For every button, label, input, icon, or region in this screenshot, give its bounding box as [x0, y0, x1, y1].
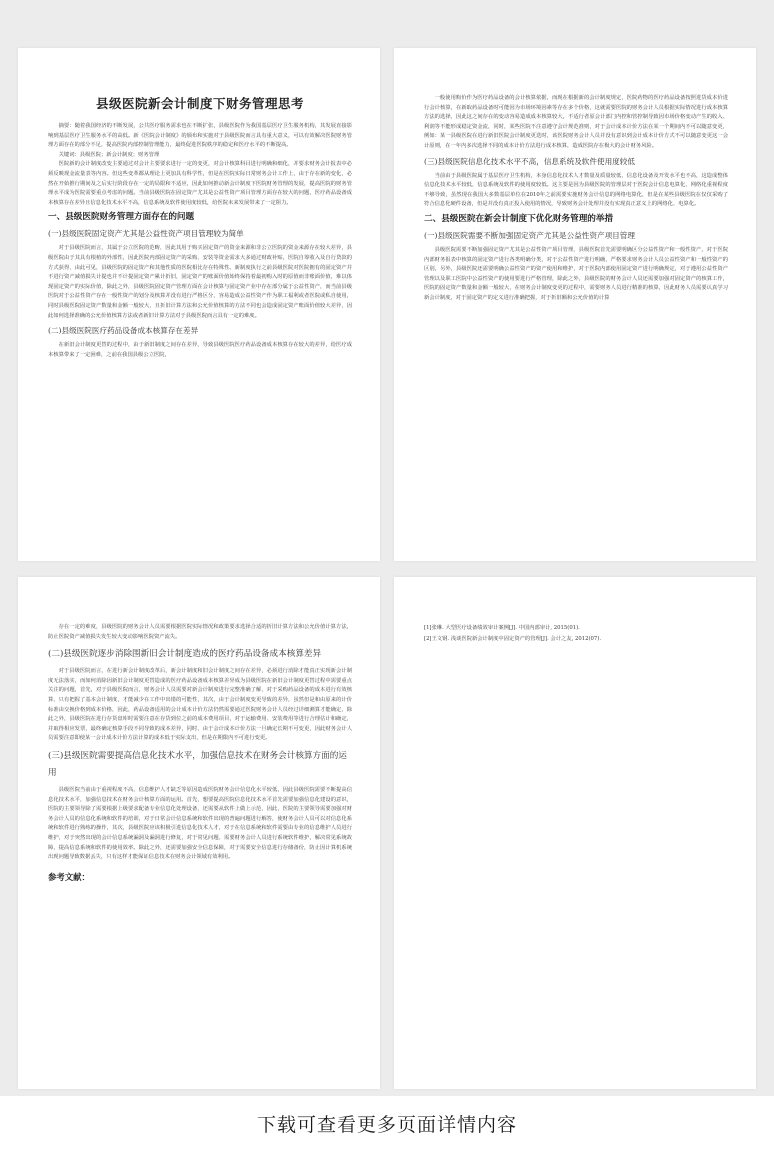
body-paragraph: 县级医院需要不断加强固定资产尤其是公益性资产项目管理，县级医院首先需要明确区分公益性资产和一般性资产，对于医院内部财务报表中核算的固定资产进行各类明确分类，对于公益性资产进行明确，严格要求财务会计人员公益性资产和一般性资产的区别，另外，县级医院还需要明确公益性资产的资产使用和维护，对于医院内部使用固定资产进行明确规定，对于遵用公益性资产管理以及职工医院中公益性资产的使用要进行严格管理，除此之外，县级医院的财务会计人员还需要加强对固定资产的核算工作，医院的固定资产数量和金额一般较大，在财务会计制度变更的过程中，需要财务人员进行精准的核算，因此财务人员需要认真学习新会计制度，对于固定资产的定义进行准确把握，对于折旧额和公允价值的计算 — [424, 246, 728, 301]
abstract: 摘要：随着我国经济的不断发展，公共医疗服务需求也在不断扩张，县级医院作为我国基层医疗卫生服务机构，其发展直接影响到基层医疗卫生服务水平的高低。新《医院会计制度》的颁布和实施对于县级医院而言具有重大意义，可以有效解决医院财务管理方面存在的部分不足，提高医院内部控制管理能力，最终促进医院秩序的稳定和医疗水平的不断提高。 — [48, 123, 352, 149]
body-paragraph: 在新旧会计制度更替的过程中，由于新旧制度之间存在差异，导致县级医院医疗药品设备成本核算存在较大的差异，给医疗成本核算带来了一定困难，之前在我国县级公立医院， — [48, 342, 352, 358]
document-page-3 — [18, 577, 380, 1089]
download-footer[interactable] — [0, 1096, 774, 1168]
intro-paragraph: 医院新的会计制度改变主要通过对会计主要要求进行一定的变更，对会计核算科目进行明确和细化，并要求财务会计报表中必须反映现金流量表等内容。但这些变革都从理论上更加具有科学性，但是在医院实际日常财务会计工作上，由于存在新的变化，必然在开始推行期间及之后实行阶段存在一定的局限和不适应，因此如何推动新会计制度下医院财务管理的发展，提高医院的财务管理水平成为医院需要重点考虑的问题。当前县级医院在固定资产尤其是公益性资产项目管理方面存在较大的问题，医疗药品设备成本核算存在差异且信息化技术水平不高，信息系统及软件使用度较低，给医院未来发展带来了一定阻力。 — [48, 161, 352, 206]
reference-item: [1]张琳. 大型医疗设备绩效审计案例[J]. 中国内部审计, 2015(01). — [424, 625, 580, 631]
section-heading: 一、县级医院财务管理方面存在的问题 — [48, 212, 195, 223]
document-page-1 — [18, 48, 380, 561]
subsection-heading: (三)县级医院需要提高信息化技术水平，加强信息技术在财务会计核算方面的运用 — [48, 750, 347, 778]
download-more-link[interactable]: 下载可查看更多页面详情内容 — [256, 1114, 517, 1136]
body-paragraph: 对于县级医院而言，其属于公立医院的范畴，因此其用于购买固定资产的资金来源和非公立医院的资金来源存在较大差异，县级医院由于其具有根植的外部性，因此医院内部固定资产的采购、安装等资金需求大多通过财政补贴，医院自筹收入及自行贷款的方式获得，由此可见，县级医院的固定资产和其他性质的医院相比存在特殊性。新制度执行之前县级医院对医院拥有的固定资产并不进行资产减值损失计提也并不计提固定资产累计折旧，固定资产的账面价值始终保持着最初购入时的原值而非账面价值，难以体现固定资产的实际价值，除此之外，县级医院固定资产管理方面在会计核算与固定资产业中存在部分属于公益性资产，而当前县级医院对于公益性资产存在一般性资产的划分及核算并没有进行严格区分，容易造成公益性资产作为职工福利或者医院或私自使用，同时县级医院固定资产数量和金额一般较大，且折旧计算方法和公允价值核算的方法不同也会造成固定资产账面价值较大差异，因此如何选择准确的公允价值核算方法或者新旧计算方法对于县级医院而言具有一定的难度。 — [48, 245, 352, 319]
references-heading: 参考文献： — [48, 871, 90, 882]
body-paragraph: 对于县级医院而言，在进行新会计制度改革后，新会计制度和旧会计制度之间存在差异，必须进行消除才能真正实现新会计制度无法落实，而如何消除因新旧会计制度更替造成的医疗药品设备成本核算差异成为县级医院在新旧会计制度更替过程中需要重点关注的问题，首先，对于县级医院而言，财务会计人员需要对新会计制度进行完整准确了解，对于采购药品设备的成本进行有效核算，只有把握了基本会计制度，才能减少在工作中出错的可能性，其次，由于会计制度变更导致的差异，虽然但是和由原来的计价标准由交换价格到成本价格，因此，药品设备适用的会计成本计价方法仍然需要通过医院财务会计人员经过详细测算才能确定，除此之外，县级医院在进行存货盘库时需要注意在存货到位之前的成本费用项目，对于运输费用、安装费用等进行合理估计和确定，并取得相应发票，最终确定核算手段不同导致的成本差异，同时，由于会计成本计价方法一旦确定长期不可变更，因此财务会计人员需要注意即使某一会计成本计价方法计算的成本低于实际支出，但是在期限内不可进行变更。 — [48, 668, 352, 742]
subsection-heading: (二)县级医院逐步消除围新旧会计制度造成的医疗药品设备成本核算差异 — [48, 649, 322, 660]
document-page-4 — [394, 577, 756, 1089]
keywords: 关键词：县级医院；新会计制度；财务管理 — [58, 151, 160, 158]
subsection-heading: (一)县级医院固定资产尤其是公益性资产项目管理较为简单 — [48, 229, 244, 239]
reference-item: [2]王文钢. 浅谈医院新会计制度中固定资产的管理[J]. 会计之友, 2012(07). — [424, 636, 602, 642]
subsection-heading: (一)县级医院需要不断加强固定资产尤其是公益性资产项目管理 — [424, 230, 635, 240]
section-heading: 二、县级医院在新会计制度下优化财务管理的举措 — [424, 213, 614, 224]
body-paragraph: 当前由于县级医院属于基层医疗卫生机构，本身信息化技术人才数量及质量较低，信息化设备及开发水平也不高，这造成整体信息化技术水平较低，信息系统及软件的使用度较低。这主要是因为县级医院的管理层对于医院会计信息电算化、网络化重视程度不够导致，虽然现在我国大多数基层单位在2010年之前需要实施财务会计信息的网络电算化，但是在某些县级医院在仅仅采购了符合信息化硬件设备，但是并没有真正投入使用的情况，导致财务会计处理并没有实现真正意义上的网络化、电算化。 — [424, 172, 728, 208]
body-paragraph: 一般使用购价作为医疗药品设备的会计核算依据，而现在根据新的会计制度规定，医院药物的医疗药品设备按照进货成本价进行会计核算，在新取药品设备时可能因为市场环境因素等存在多个价格，这就需要医院的财务会计人员根据实际情况进行成本核算方法的选择，因此这之间存在的变动容易造成成本核算较大，不适行者原会计部门内控和管控制导致因市场价格变动产生的收入、利润等不能形成稳定资金流，同时，某些医院不注意遵守会计规范准则，对于会计成本计价方法在某一个期间内不可以随意变更，例如：某一县级医院在进行新旧医院会计制度更迭时，该医院财务会计人员并没有意识到会计成本计价方式不可以随意变更这一会计原则，在一年内多次选择不同的成本计价方法进行成本核算，造成医院存在极大的会计财务风险。 — [424, 95, 728, 149]
subsection-heading: (二)县级医院医疗药品设备成本核算存在差异 — [48, 326, 199, 336]
page-title: 县级医院新会计制度下财务管理思考 — [95, 96, 304, 111]
body-paragraph: 县级医院当前由于重视程度不高，信息维护人才缺乏等原因造成医院财务会计信息化水平较低，因此县级医院需要不断提高信息化技术水平，加强信息技术在财务会计核算方面的运用。首先，想要提高医院信息化技术水平首先需要加强信息化建设的意识，医院的主要领导除了需要根据上级要求配备专业信息化处理设备，还需要从软件上做上示范，因此，医院的主要领导需要加强对财务会计人员的信息化系统和软件的培训，对于日常会计信息系统和软件出现的普遍问题进行解答，使财务会计人员可以对信息化系统和软件进行熟练的操作，其次，县级医院应该积极引进信息化技术人才，对于在信息系统和软件需要由专业的信息维护人员进行维护，对于突然出现的会计信息系统漏洞及漏洞进行修复，对于常见问题、需要财务会计人员进行系统软件维护，解决常见系统故障，提高信息系统和软件的使用效率。除此之外，还需要加强安全信息保障，对于需要安全信息进行存储备份，防止因计算机系统出现问题导致数据丢失，只有这样才能保证信息技术在财务会计领域有效利用。 — [48, 786, 352, 861]
document-page-2 — [394, 48, 756, 561]
body-paragraph: 存在一定的难度，县级医院的财务会计人员需要根据医院实际情况和政策要求选择合适的折旧计算方法和公允价值计算方法，防止医院资产减值损失发生较大变动影响医院资产流失。 — [48, 624, 352, 640]
subsection-heading: (三)县级医院信息化技术水平不高，信息系统及软件使用度较低 — [424, 156, 635, 166]
